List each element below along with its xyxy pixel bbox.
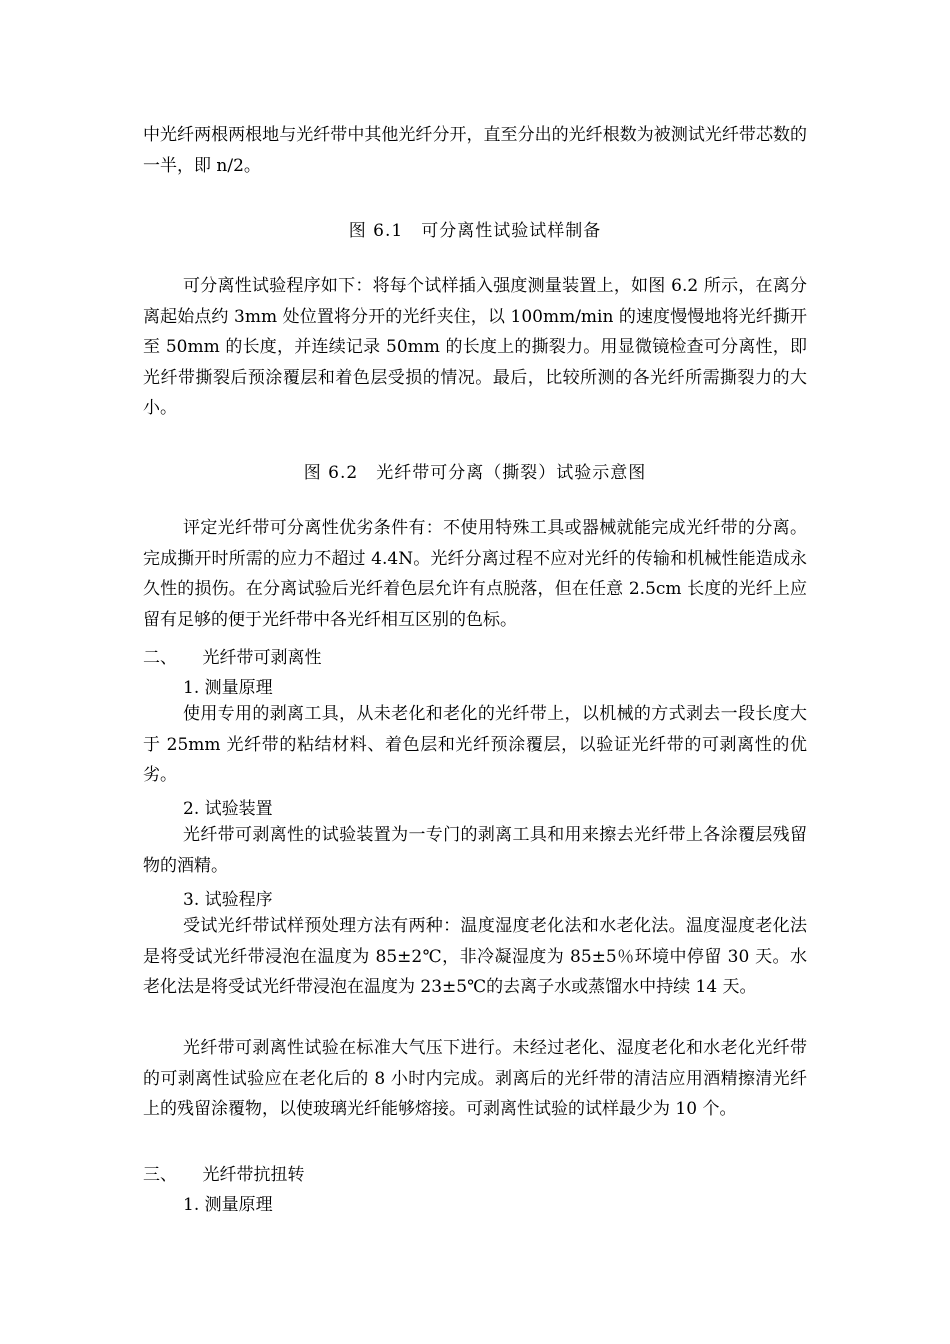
paragraph-strip-test-conditions: 光纤带可剥离性试验在标准大气压下进行。未经过老化、湿度老化和水老化光纤带的可剥离性试验应在老化后的 8 小时内完成。剥离后的光纤带的清洁应用酒精擦清光纤上的残留涂覆物，以使玻璃光纤能够熔接。可剥离性试验的试样最少为 10 个。	[143, 1038, 807, 1119]
paragraph-strip-principle: 使用专用的剥离工具，从未老化和老化的光纤带上，以机械的方式剥去一段长度大于 25mm 光纤带的粘结材料、着色层和光纤预涂覆层，以验证光纤带的可剥离性的优劣。	[143, 704, 807, 785]
section-heading-torsion: 三、 光纤带抗扭转	[143, 1165, 305, 1185]
subheading-test-procedure: 3. 试验程序	[183, 890, 273, 910]
paragraph-separability-procedure: 可分离性试验程序如下：将每个试样插入强度测量装置上，如图 6.2 所示，在离分离起始点约 3mm 处位置将分开的光纤夹住，以 100mm/min 的速度慢慢地将光纤撕开至 50mm 的长度，并连续记录 50mm 的长度上的撕裂力。用显微镜检查可分离性，即光纤带撕裂后预涂覆层和着色层受损的情况。最后，比较所测的各光纤所需撕裂力的大小。	[143, 276, 807, 418]
subheading-test-apparatus: 2. 试验装置	[183, 799, 273, 819]
section-heading-strippability: 二、 光纤带可剥离性	[143, 648, 322, 668]
paragraph-aging-methods: 受试光纤带试样预处理方法有两种：温度湿度老化法和水老化法。温度湿度老化法是将受试光纤带浸泡在温度为 85±2℃，非冷凝湿度为 85±5％环境中停留 30 天。水老化法是将受试光纤带浸泡在温度为 23±5℃的去离子水或蒸馏水中持续 14 天。	[143, 916, 807, 997]
figure-caption-6-1: 图 6.1 可分离性试验试样制备	[348, 221, 602, 241]
subheading-measurement-principle: 1. 测量原理	[183, 678, 273, 698]
paragraph-test-apparatus: 光纤带可剥离性的试验装置为一专门的剥离工具和用来擦去光纤带上各涂覆层残留物的酒精。	[143, 825, 807, 876]
subheading-measurement-principle-2: 1. 测量原理	[183, 1195, 273, 1215]
paragraph-separability-criteria: 评定光纤带可分离性优劣条件有：不使用特殊工具或器械就能完成光纤带的分离。完成撕开时所需的应力不超过 4.4N。光纤分离过程不应对光纤的传输和机械性能造成永久性的损伤。在分离试验后光纤着色层允许有点脱落，但在任意 2.5cm 长度的光纤上应留有足够的便于光纤带中各光纤相互区别的色标。	[143, 518, 807, 630]
paragraph-continuation: 中光纤两根两根地与光纤带中其他光纤分开，直至分出的光纤根数为被测试光纤带芯数的一半，即 n/2。	[143, 125, 807, 176]
figure-caption-6-2: 图 6.2 光纤带可分离（撕裂）试验示意图	[303, 463, 647, 483]
